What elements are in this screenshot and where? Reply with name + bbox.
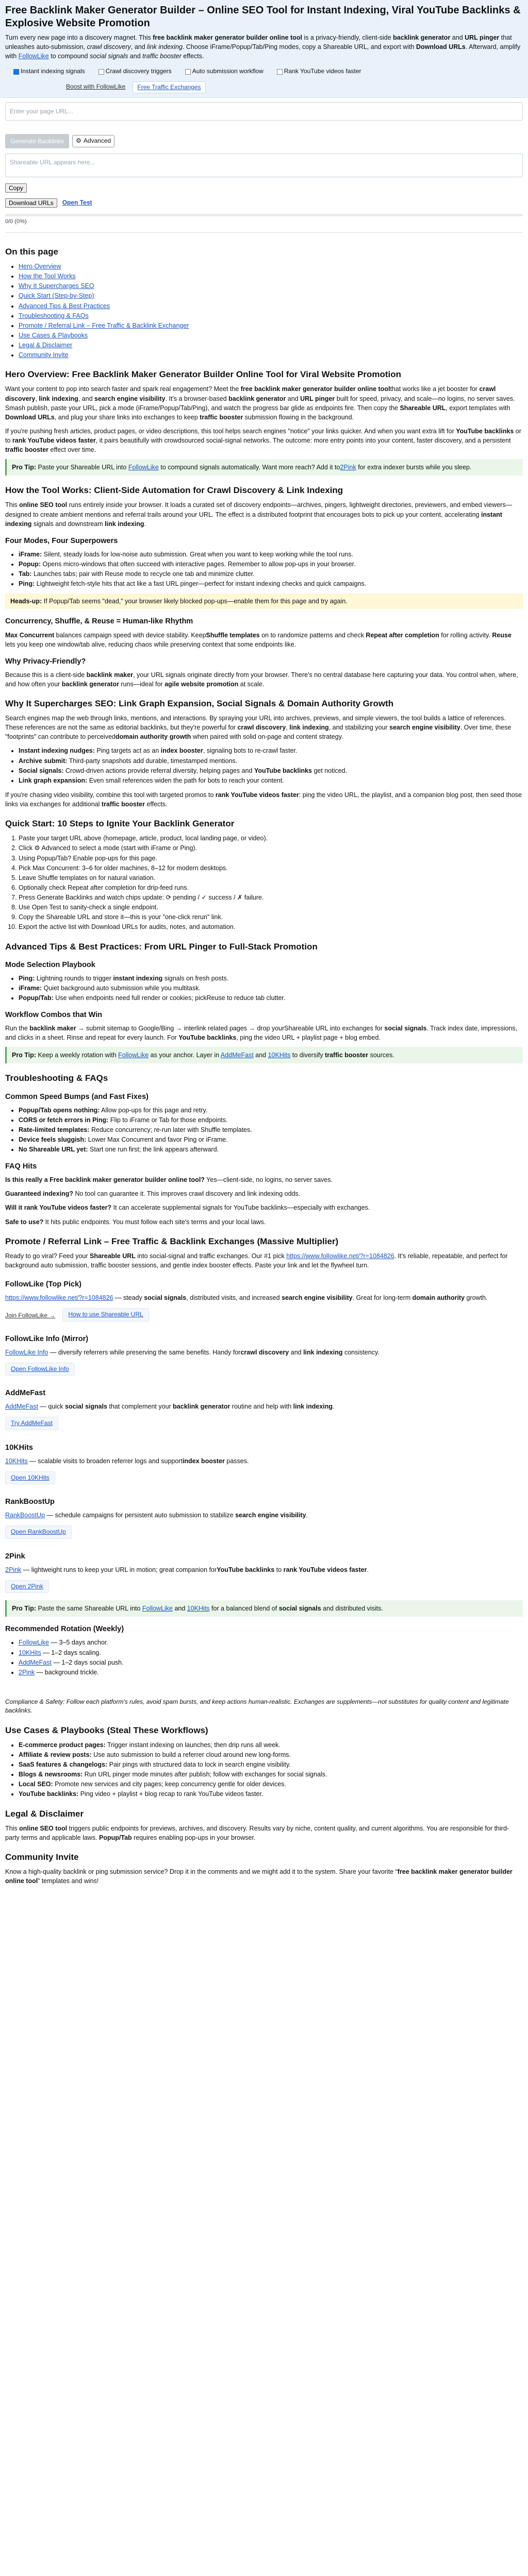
rotation-link-2pink[interactable]: 2Pink <box>19 1668 35 1676</box>
pro-tip: Pro Tip: Paste your Shareable URL into FollowLike to compound signals automatically. Want more reach? Add it to2Pink for extra indexer bursts while you sleep. <box>5 459 523 476</box>
toc-link-community[interactable]: Community Invite <box>19 351 69 359</box>
url-input[interactable] <box>5 102 523 121</box>
step-item: 5. Leave Shuffle templates on for natural variation. <box>19 873 523 883</box>
checkbox-icon <box>277 69 283 75</box>
privacy-paragraph: Because this is a client-side backlink maker, your URL signals originate directly from your browser. There's no central database here capturing your data. You control when, where, and how often your backlink generator runs—ideal for agile website promotion at scale. <box>5 671 518 688</box>
card-title: AddMeFast <box>5 1389 46 1398</box>
toc-link-advanced[interactable]: Advanced Tips & Best Practices <box>19 302 110 310</box>
gear-icon: ⚙ <box>76 137 81 145</box>
open-followlike-info-button[interactable]: Open FollowLike Info <box>5 1363 75 1376</box>
list-item: • Popup/Tab: Use when endpoints need full render or cookies; pickReuse to reduce tab clutter. <box>19 993 523 1003</box>
why-title: Why It Supercharges SEO: Link Graph Expansion, Social Signals & Domain Authority Growth <box>5 699 394 709</box>
how-title: How the Tool Works: Client-Side Automation for Crawl Discovery & Link Indexing <box>5 485 343 496</box>
exchange-card-rankboostup <box>5 1497 523 1542</box>
exchange-card-followlike-info <box>5 1334 523 1379</box>
toc-item <box>19 262 523 271</box>
toc-item <box>19 331 523 340</box>
list-item: • iFrame: Silent, steady loads for low-noise auto submission. Great when you want to keep working while the tool runs. <box>19 550 523 559</box>
toc-item <box>19 350 523 360</box>
faq-item: Will it rank YouTube videos faster? It can accelerate supplemental signals for YouTube backlinks—especially with exchanges. <box>5 1204 370 1212</box>
chip-crawl-discovery[interactable]: Crawl discovery triggers <box>96 66 174 77</box>
list-item: • YouTube backlinks: Ping video + playlist + blog recap to rank YouTube videos faster. <box>19 1789 523 1799</box>
rotation-list <box>5 1638 523 1677</box>
download-row <box>5 198 523 208</box>
shareable-url-box[interactable]: Shareable URL appears here... <box>5 154 523 177</box>
free-traffic-link[interactable]: Free Traffic Exchanges <box>133 81 205 93</box>
toc-link-why[interactable]: Why It Supercharges SEO <box>19 282 94 290</box>
step-item: 3. Using Popup/Tab? Enable pop-ups for this page. <box>19 854 523 863</box>
exchange-card-10khits <box>5 1443 523 1488</box>
mode-playbook-heading: Mode Selection Playbook <box>5 960 95 969</box>
quick-steps <box>5 834 523 931</box>
list-item: • Archive submit: Third-party snapshots add durable, timestamped mentions. <box>19 756 523 766</box>
hero-paragraph: Want your content to pop into search faster and spark real engagement? Meet the free backlink maker generator builder online toolthat works like a jet booster for crawl discovery, link indexing, and search engine visibility. It's a browser-based backlink generator and URL pinger built for speed, privacy, and scale—no logins, no server saves. Smash publish, paste your URL, pick a mode (iFrame/Popup/Tab/Ping), and watch the progress bar glide as endpoints fire. Then copy the Shareable URL, export templates with Download URLs, and plug your share links into exchanges to keep traffic booster submission flowing in the background. <box>5 385 515 421</box>
legal-paragraph: This online SEO tool triggers public endpoints for previews, archives, and discovery. Results vary by niche, content quality, and current algorithms. You are responsible for third-party terms and applicable laws. Popup/Tab requires enabling pop-ups in your browser. <box>5 1824 509 1841</box>
card-title: 2Pink <box>5 1552 25 1561</box>
open-10khits-button[interactable]: Open 10KHits <box>5 1471 55 1484</box>
toc-list <box>5 262 523 360</box>
tool-panel <box>0 98 528 237</box>
toc-title: On this page <box>5 246 58 257</box>
why-paragraph: Search engines map the web through links, mentions, and interactions. By spraying your URL into archives, previews, and simple viewers, the tool builds a lattice of references. These references are not the same as editorial backlinks, but they're powerful for crawl discovery, link indexing, and stabilizing your search engine visibility. Over time, these "footprints" can contribute to perceiveddomain authority growth when paired with solid on-page and content strategy. <box>5 715 512 741</box>
faq-item: Guaranteed indexing? No tool can guarantee it. This improves crawl discovery and link indexing odds. <box>5 1190 301 1198</box>
card-link[interactable]: AddMeFast <box>5 1403 38 1411</box>
list-item: • SaaS features & changelogs: Pair pings with structured data to lock in search engine visibility. <box>19 1760 523 1769</box>
rotation-heading: Recommended Rotation (Weekly) <box>5 1625 124 1634</box>
list-item: • Local SEO: Promote new services and city pages; keep concurrency gentle for older devices. <box>19 1780 523 1789</box>
usecases-list <box>5 1740 523 1799</box>
why-list <box>5 746 523 785</box>
header-intro: Turn every new page into a discovery magnet. This free backlink maker generator builder online tool is a privacy-friendly, client-side backlink generator and URL pinger that unleashes auto-submission, crawl discovery, and link indexing. Choose iFrame/Popup/Tab/Ping modes, copy a Shareable URL, and export with Download URLs. Afterward, amplify with FollowLike to compound social signals and traffic booster effects. <box>5 34 521 60</box>
open-test-link[interactable]: Open Test <box>62 199 92 207</box>
10khits-link[interactable]: 10KHits <box>268 1052 291 1059</box>
step-item: 6. Optionally check Repeat after completion for drip-feed runs. <box>19 883 523 892</box>
workflow-heading: Workflow Combos that Win <box>5 1011 103 1020</box>
advanced-toggle[interactable]: ⚙ Advanced <box>72 135 114 147</box>
card-actions <box>5 1307 523 1324</box>
list-item: • Rate-limited templates: Reduce concurrency; re-run later with Shuffle templates. <box>19 1125 523 1134</box>
card-title: RankBoostUp <box>5 1498 55 1506</box>
list-item: • Blogs & newsrooms: Run URL pinger mode minutes after publish; follow with exchanges for social signals. <box>19 1770 523 1779</box>
card-link[interactable]: https://www.followlike.net/?r=1084826 <box>5 1294 113 1302</box>
list-item: • Ping: Lightweight fetch-style hits that act like a fast URL pinger—perfect for instant indexing checks and quick campaigns. <box>19 579 523 588</box>
pro-tip: Pro Tip: Keep a weekly rotation with FollowLike as your anchor. Layer in AddMeFast and 10KHits to diversify traffic booster sources. <box>5 1047 523 1063</box>
exchange-card-addmefast <box>5 1388 523 1433</box>
boost-followlike-link[interactable]: Boost with FollowLike <box>66 82 126 90</box>
privacy-heading: Why Privacy-Friendly? <box>5 657 86 666</box>
toc-link-hero[interactable]: Hero Overview <box>19 263 61 270</box>
list-item: • Ping: Lightning rounds to trigger instant indexing signals on fresh posts. <box>19 974 523 983</box>
list-item: • Device feels sluggish: Lower Max Concurrent and favor Ping or iFrame. <box>19 1135 523 1144</box>
open-2pink-button[interactable]: Open 2Pink <box>5 1580 49 1593</box>
speed-bumps-heading: Common Speed Bumps (and Fast Fixes) <box>5 1092 148 1101</box>
toc-link-trouble[interactable]: Troubleshooting & FAQs <box>19 312 89 319</box>
toc-item <box>19 272 523 281</box>
list-item: • Link graph expansion: Even small references widen the path for bots to reach your content. <box>19 776 523 785</box>
card-title: 10KHits <box>5 1443 33 1452</box>
community-title: Community Invite <box>5 1852 79 1862</box>
toc-link-how[interactable]: How the Tool Works <box>19 273 76 280</box>
page-title: Free Backlink Maker Generator Builder – Online SEO Tool for Instant Indexing, Viral YouTube Backlinks & Explosive Website Promotion <box>5 5 521 29</box>
faq-item: Safe to use? It hits public endpoints. You must follow each site's terms and your local laws. <box>5 1218 266 1226</box>
header <box>0 0 528 98</box>
legal-title: Legal & Disclaimer <box>5 1808 84 1819</box>
toc-item <box>19 311 523 320</box>
trouble-title: Troubleshooting & FAQs <box>5 1073 108 1083</box>
card-title: FollowLike (Top Pick) <box>5 1280 81 1289</box>
promote-paragraph: Ready to go viral? Feed your Shareable URL into social-signal and traffic exchanges. Our #1 pick https://www.followlike.net/?r=1084826. It's reliable, repeatable, and perfect for background auto submission, traffic booster sessions, and gentle index booster effects. Paste your link and let the flywheel turn. <box>5 1252 508 1269</box>
try-addmefast-button[interactable]: Try AddMeFast <box>5 1417 58 1430</box>
action-row <box>5 134 523 148</box>
community-paragraph: Know a high-quality backlink or ping submission service? Drop it in the comments and we might add it to the system. Share your favorite “free backlink maker generator builder online tool” templates and wins! <box>5 1868 513 1885</box>
toc-item <box>19 291 523 300</box>
concurrency-paragraph: Max Concurrent balances campaign speed with device stability. KeepShuffle templates on to randomize patterns and check Repeat after completion for rolling activity. Reuse lets you keep one window/tab alive, reducing chaos while preserving context that some endpoints like. <box>5 631 512 648</box>
generate-backlinks-button[interactable]: Generate Backlinks <box>5 134 69 148</box>
toc-item <box>19 321 523 330</box>
pro-tip: Pro Tip: Paste the same Shareable URL into FollowLike and 10KHits for a balanced blend of social signals and distributed visits. <box>5 1600 523 1617</box>
toc-item <box>19 341 523 350</box>
hero-paragraph: If you're pushing fresh articles, product pages, or video descriptions, this tool helps search engines "notice" your links quicker. And when you want extra lift for YouTube backlinks or to rank YouTube videos faster, it pairs beautifully with crowdsourced social-signal networks. The outcome: more entry points into your content, faster discovery, and a persistent traffic booster effect over time. <box>5 427 521 454</box>
list-item: • Tab: Launches tabs; pair with Reuse mode to recycle one tab and minimize clutter. <box>19 569 523 579</box>
join-followlike-button[interactable]: Join FollowLike → <box>5 1312 56 1319</box>
card-link[interactable]: RankBoostUp <box>5 1512 45 1519</box>
card-desc: 2Pink — lightweight runs to keep your URL in motion; great companion forYouTube backlinks to rank YouTube videos faster. <box>5 1566 369 1573</box>
exchange-card-2pink <box>5 1551 523 1597</box>
rotation-link-10khits[interactable]: 10KHits <box>19 1649 41 1656</box>
heads-up-note: Heads-up: If Popup/Tab seems "dead," your browser likely blocked pop-ups—enable them for this page and try again. <box>5 594 523 609</box>
faq-item: Is this really a Free backlink maker generator builder online tool? Yes—client-side, no logins, no server saves. <box>5 1176 333 1184</box>
step-item: 9. Copy the Shareable URL and store it—this is your "one-click rerun" link. <box>19 912 523 922</box>
concurrency-heading: Concurrency, Shuffle, & Reuse = Human-like Rhythm <box>5 617 193 626</box>
toc-link-quick[interactable]: Quick Start (Step-by-Step) <box>19 292 94 300</box>
step-item: 1. Paste your target URL above (homepage, article, product, local landing page, or video). <box>19 834 523 843</box>
card-desc: https://www.followlike.net/?r=1084826 — steady social signals, distributed visits, and increased search engine visibility. Great for long-term domain authority growth. <box>5 1294 488 1302</box>
feature-chips <box>5 65 523 79</box>
step-item: 4. Pick Max Concurrent: 3–6 for older machines, 8–12 for modern desktops. <box>19 863 523 873</box>
list-item: • CORS or fetch errors in Ping: Flip to iFrame or Tab for those endpoints. <box>19 1115 523 1125</box>
promo-links <box>5 79 523 94</box>
workflow-paragraph: Run the backlink maker → submit sitemap to Google/Bing → interlink related pages → drop yourShareable URL into exchanges for social signals. Track index date, impressions, and clicks in a sheet. Rinse and repeat for every launch. For YouTube backlinks, ping the video URL + playlist page + blog embed. <box>5 1025 518 1042</box>
rotation-link-addmefast[interactable]: AddMeFast <box>19 1658 52 1666</box>
card-desc: AddMeFast — quick social signals that complement your backlink generator routine and help with link indexing. <box>5 1403 335 1411</box>
quick-title: Quick Start: 10 Steps to Ignite Your Backlink Generator <box>5 819 235 829</box>
chip-rank-youtube[interactable]: Rank YouTube videos faster <box>275 66 364 77</box>
toc-item <box>19 281 523 291</box>
card-link[interactable]: 10KHits <box>5 1457 28 1465</box>
checkbox-icon <box>185 69 191 75</box>
promote-title: Promote / Referral Link – Free Traffic & Backlink Exchanges (Massive Multiplier) <box>5 1236 339 1246</box>
10khits-link[interactable]: 10KHits <box>187 1605 210 1613</box>
divider <box>5 232 523 233</box>
mode-playbook-list <box>5 974 523 1003</box>
step-item: 10. Export the active list with Download URLs for audits, notes, and automation. <box>19 922 523 931</box>
step-item: 8. Use Open Test to sanity-check a single endpoint. <box>19 903 523 912</box>
card-desc: 10KHits — scalable visits to broaden referrer logs and supportindex booster passes. <box>5 1457 249 1465</box>
card-link[interactable]: 2Pink <box>5 1566 22 1573</box>
list-item: • Popup: Opens micro-windows that often succeed with interactive pages. Remember to allow pop-ups in your browser. <box>19 560 523 569</box>
compliance-note: Compliance & Safety: Follow each platform's rules, avoid spam bursts, and keep actions human-realistic. Exchanges are supplements—not substitutes for quality content and legitimate backlinks. <box>5 1698 509 1715</box>
copy-button[interactable]: Copy <box>5 183 27 193</box>
step-item: 2. Click ⚙ Advanced to select a mode (start with iFrame or Ping). <box>19 843 523 853</box>
list-item: • 10KHits — 1–2 days scaling. <box>19 1648 523 1657</box>
rotation-link-followlike[interactable]: FollowLike <box>19 1639 50 1647</box>
list-item: • Social signals: Crowd-driven actions provide referral diversity, helping pages and YouTube backlinks get noticed. <box>19 766 523 775</box>
list-item: • Affiliate & review posts: Use auto submission to build a referrer cloud around new long-forms. <box>19 1750 523 1759</box>
advanced-title: Advanced Tips & Best Practices: From URL Pinger to Full-Stack Promotion <box>5 941 318 952</box>
card-desc: RankBoostUp — schedule campaigns for persistent auto submission to stabilize search engine visibility. <box>5 1512 308 1519</box>
list-item: • 2Pink — background trickle. <box>19 1668 523 1677</box>
how-paragraph: This online SEO tool runs entirely inside your browser. It loads a curated set of discovery endpoints—archives, pingers, lightweight directories, previewers, and embed viewers—designed to create ambient mentions and referral trails around your URL. The effect is a distributed footprint that encourages bots to pick up your content, accelerating instant indexing signals and downstream link indexing. <box>5 501 513 528</box>
hero-title: Hero Overview: Free Backlink Maker Generator Builder Online Tool for Viral Website Promotion <box>5 369 402 380</box>
card-desc: FollowLike Info — diversify referrers while preserving the same benefits. Handy forcrawl discovery and link indexing consistency. <box>5 1348 380 1356</box>
card-title: FollowLike Info (Mirror) <box>5 1334 89 1343</box>
faq-heading: FAQ Hits <box>5 1162 37 1171</box>
chip-auto-submission[interactable]: Auto submission workflow <box>183 66 266 77</box>
followlike-link[interactable]: FollowLike <box>128 464 159 471</box>
speed-bumps-list <box>5 1106 523 1155</box>
open-rankboostup-button[interactable]: Open RankBoostUp <box>5 1526 72 1538</box>
chip-instant-indexing[interactable]: Instant indexing signals <box>11 66 87 77</box>
addmefast-link[interactable]: AddMeFast <box>220 1052 254 1059</box>
toc-item <box>19 301 523 311</box>
checkbox-icon <box>98 69 104 75</box>
progress-bar <box>5 214 523 216</box>
modes-heading: Four Modes, Four Superpowers <box>5 536 118 545</box>
toc-link-promote[interactable]: Promote / Referral Link – Free Traffic & Backlink Exchanger <box>19 321 189 329</box>
list-item: • Popup/Tab opens nothing: Allow pop-ups for this page and retry. <box>19 1106 523 1115</box>
list-item: • AddMeFast — 1–2 days social push. <box>19 1658 523 1667</box>
list-item: • iFrame: Quiet background auto submission while you multitask. <box>19 984 523 993</box>
modes-list <box>5 550 523 589</box>
followlike-link[interactable]: FollowLike <box>18 53 49 60</box>
card-link[interactable]: FollowLike Info <box>5 1348 48 1356</box>
toc-link-usecases[interactable]: Use Cases & Playbooks <box>19 331 88 339</box>
step-item: 7. Press Generate Backlinks and watch chips update: ⟳ pending / ✓ success / ✗ failure. <box>19 893 523 902</box>
list-item: • FollowLike — 3–5 days anchor. <box>19 1638 523 1647</box>
download-urls-button[interactable]: Download URLs <box>5 198 57 208</box>
followlike-link[interactable]: FollowLike <box>142 1605 173 1613</box>
2pink-link[interactable]: 2Pink <box>340 464 356 471</box>
usecases-title: Use Cases & Playbooks (Steal These Workflows) <box>5 1725 208 1735</box>
list-item: • E-commerce product pages: Trigger instant indexing on launches; then drip runs all week. <box>19 1740 523 1750</box>
article <box>0 246 528 1886</box>
exchange-card-followlike <box>5 1279 523 1325</box>
list-item: • Instant indexing nudges: Ping targets act as an index booster, signaling bots to re-crawl faster. <box>19 746 523 755</box>
followlike-link[interactable]: FollowLike <box>118 1052 149 1059</box>
toc-link-legal[interactable]: Legal & Disclaimer <box>19 342 73 349</box>
why-paragraph: If you're chasing video visibility, combine this tool with targeted promos to rank YouTube videos faster: ping the video URL, the playlist, and a companion blog post, then seed those links via exchanges for additional traffic booster effects. <box>5 791 522 808</box>
followlike-referral-link[interactable]: https://www.followlike.net/?r=1084826 <box>286 1252 394 1260</box>
shareable-url-howto-button[interactable]: How to use Shareable URL <box>62 1308 148 1321</box>
checkbox-icon <box>13 69 19 75</box>
list-item: • No Shareable URL yet: Start one run first; the link appears afterward. <box>19 1145 523 1154</box>
progress-text: 0/0 (0%) <box>5 218 27 225</box>
